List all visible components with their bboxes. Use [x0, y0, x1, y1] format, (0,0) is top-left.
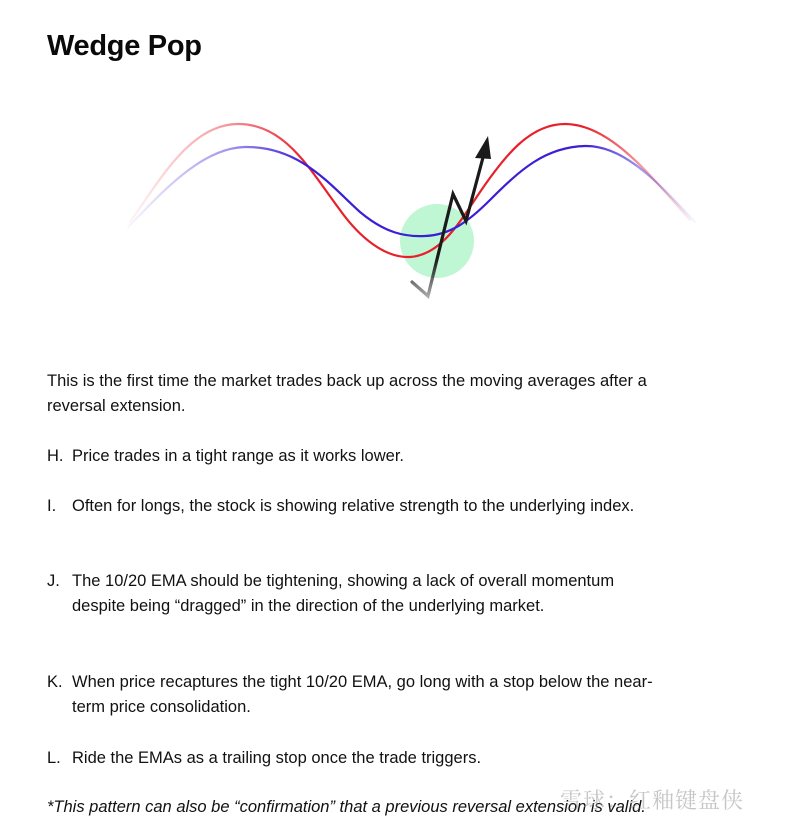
price-arrowhead — [475, 136, 491, 159]
footnote: *This pattern can also be “confirmation” that a previous reversal extension is valid. — [47, 798, 646, 816]
step-h — [47, 444, 687, 469]
step-text: Often for longs, the stock is showing relative strength to the underlying index. — [72, 497, 635, 515]
step-letter: I. — [47, 497, 57, 515]
watermark: 雪球：红釉键盘侠 — [560, 789, 745, 814]
step-k — [47, 670, 662, 720]
step-letter: H. — [47, 447, 64, 465]
step-text: The 10/20 EMA should be tightening, showing a lack of overall momentum despite being “dragged” in the direction of the underlying market. — [72, 572, 615, 615]
step-text: Ride the EMAs as a trailing stop once the trade triggers. — [72, 749, 482, 767]
page-title: Wedge Pop — [47, 30, 202, 62]
wedge-pop-diagram — [0, 90, 800, 320]
intro-paragraph: This is the first time the market trades back up across the moving averages after a reversal extension. — [47, 372, 647, 415]
step-letter: J. — [47, 572, 60, 590]
step-i — [47, 494, 687, 519]
step-j — [47, 569, 647, 619]
step-l — [47, 746, 687, 771]
step-letter: L. — [47, 749, 61, 767]
step-text: Price trades in a tight range as it works lower. — [72, 447, 404, 465]
step-letter: K. — [47, 673, 63, 691]
step-text: When price recaptures the tight 10/20 EMA, go long with a stop below the near-term price consolidation. — [72, 673, 653, 716]
